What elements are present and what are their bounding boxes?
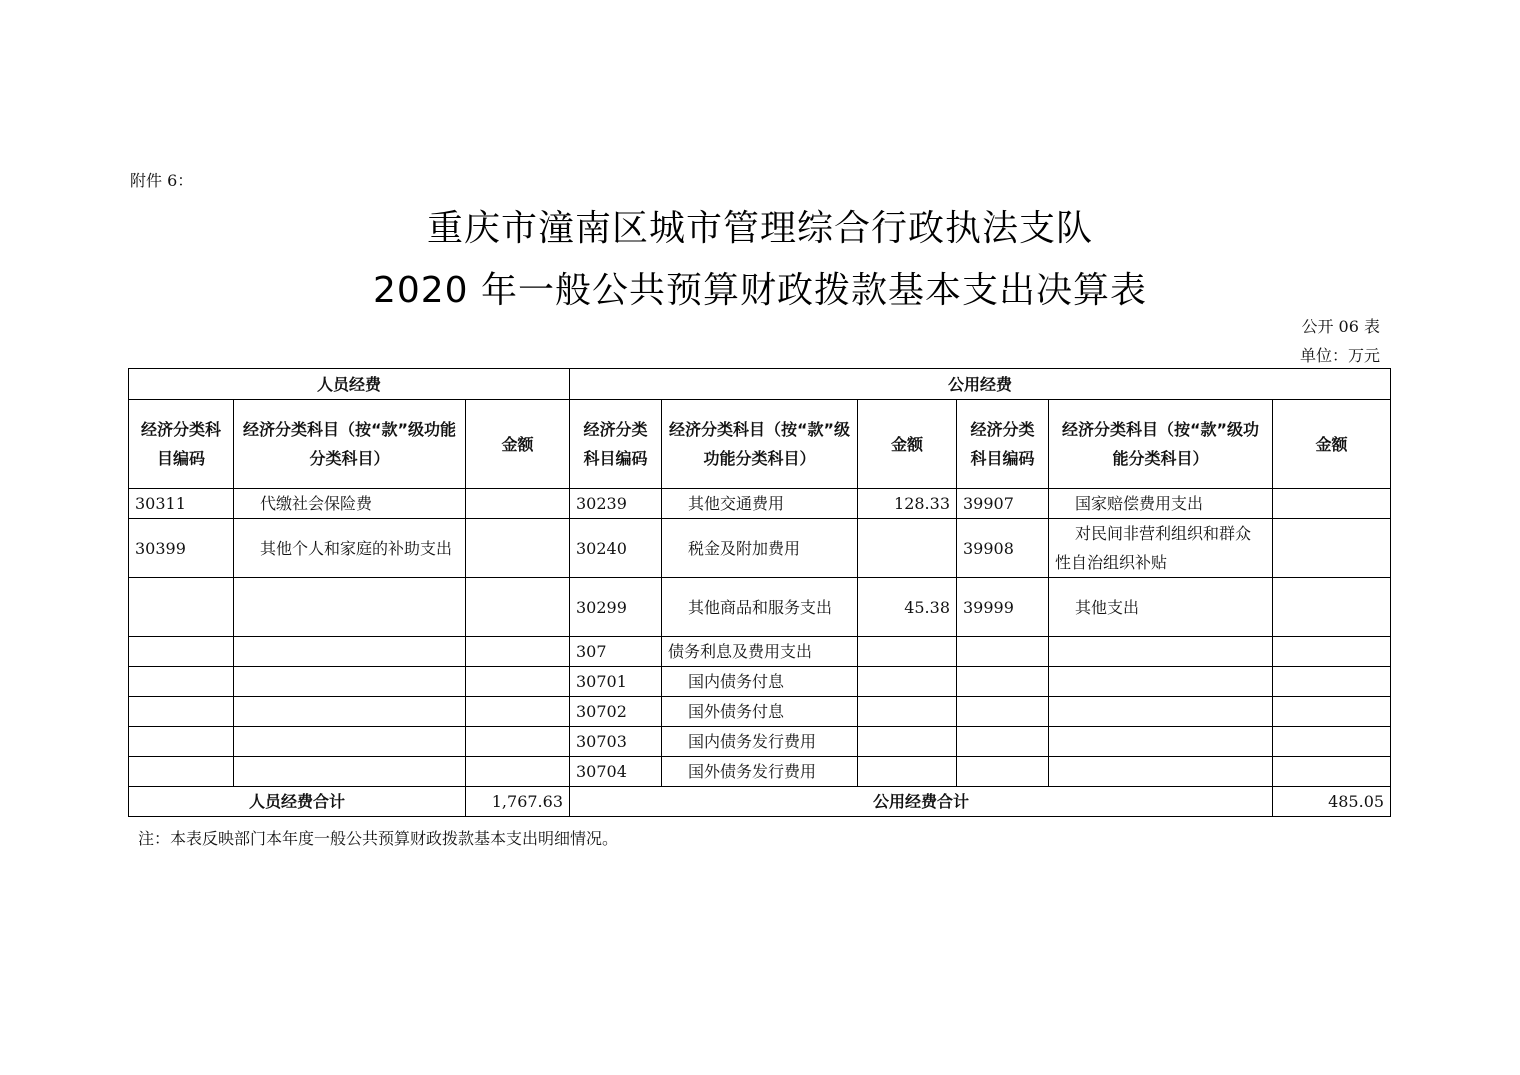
cell-amount [466, 727, 570, 757]
cell-amount [858, 697, 957, 727]
cell-amount [1273, 727, 1391, 757]
cell-amount [466, 637, 570, 667]
cell-amount [858, 519, 957, 578]
cell-code [129, 727, 234, 757]
cell-name: 对民间非营利组织和群众性自治组织补贴 [1049, 519, 1273, 578]
cell-code: 30399 [129, 519, 234, 578]
cell-code [957, 757, 1049, 787]
cell-name: 其他交通费用 [662, 489, 858, 519]
cell-name: 其他支出 [1049, 578, 1273, 637]
cell-code [129, 637, 234, 667]
col-name-c: 经济分类科目（按“款”级功能分类科目） [1049, 400, 1273, 489]
cell-code: 39908 [957, 519, 1049, 578]
table-row [129, 727, 1391, 757]
cell-code: 30702 [570, 697, 662, 727]
col-code-b: 经济分类科目编码 [570, 400, 662, 489]
cell-amount [858, 637, 957, 667]
column-header-row [129, 400, 1391, 489]
cell-amount [466, 519, 570, 578]
table-row [129, 489, 1391, 519]
cell-amount [858, 727, 957, 757]
cell-code: 30701 [570, 667, 662, 697]
total-personnel-label: 人员经费合计 [129, 787, 466, 817]
cell-amount [466, 757, 570, 787]
cell-name: 国内债务付息 [662, 667, 858, 697]
cell-name: 代缴社会保险费 [234, 489, 466, 519]
table-note: 注：本表反映部门本年度一般公共预算财政拨款基本支出明细情况。 [138, 829, 619, 848]
col-code-c: 经济分类科目编码 [957, 400, 1049, 489]
total-public-label: 公用经费合计 [570, 787, 1273, 817]
cell-amount [466, 578, 570, 637]
cell-amount [1273, 637, 1391, 667]
cell-code [129, 667, 234, 697]
budget-table [128, 368, 1391, 817]
cell-name [1049, 727, 1273, 757]
cell-code [957, 727, 1049, 757]
cell-name: 国外债务付息 [662, 697, 858, 727]
cell-code [129, 578, 234, 637]
cell-name [1049, 697, 1273, 727]
table-row [129, 578, 1391, 637]
cell-amount [858, 757, 957, 787]
table-row [129, 697, 1391, 727]
table-row [129, 519, 1391, 578]
page-title-line2: 2020 年一般公共预算财政拨款基本支出决算表 [372, 270, 1148, 311]
col-name-b: 经济分类科目（按“款”级功能分类科目） [662, 400, 858, 489]
page-title-line1: 重庆市潼南区城市管理综合行政执法支队 [426, 208, 1093, 249]
col-name-a: 经济分类科目（按“款”级功能分类科目） [234, 400, 466, 489]
table-row [129, 667, 1391, 697]
cell-amount [1273, 519, 1391, 578]
cell-code [129, 757, 234, 787]
cell-code: 30704 [570, 757, 662, 787]
section-header-row [129, 369, 1391, 400]
cell-name: 其他个人和家庭的补助支出 [234, 519, 466, 578]
cell-name: 国外债务发行费用 [662, 757, 858, 787]
col-amount-a: 金额 [466, 400, 570, 489]
cell-code: 30703 [570, 727, 662, 757]
cell-code [129, 697, 234, 727]
cell-amount [858, 667, 957, 697]
cell-name [234, 667, 466, 697]
col-amount-b: 金额 [858, 400, 957, 489]
attachment-label: 附件 6： [130, 171, 194, 190]
cell-name [234, 757, 466, 787]
cell-name: 债务利息及费用支出 [662, 637, 858, 667]
cell-name [1049, 757, 1273, 787]
cell-name [234, 697, 466, 727]
table-number: 公开 06 表 [1301, 317, 1380, 336]
cell-amount [1273, 578, 1391, 637]
cell-code: 307 [570, 637, 662, 667]
cell-code: 39999 [957, 578, 1049, 637]
section-public: 公用经费 [570, 369, 1391, 400]
section-personnel: 人员经费 [129, 369, 570, 400]
cell-amount [466, 667, 570, 697]
cell-name [234, 727, 466, 757]
cell-name [234, 637, 466, 667]
col-code-a: 经济分类科目编码 [129, 400, 234, 489]
table-row [129, 637, 1391, 667]
cell-code [957, 667, 1049, 697]
cell-code: 30299 [570, 578, 662, 637]
cell-code: 30311 [129, 489, 234, 519]
cell-amount [1273, 697, 1391, 727]
cell-amount [466, 697, 570, 727]
cell-code: 30240 [570, 519, 662, 578]
cell-amount: 45.38 [858, 578, 957, 637]
cell-name: 国内债务发行费用 [662, 727, 858, 757]
cell-code [957, 637, 1049, 667]
cell-name [234, 578, 466, 637]
unit-label: 单位：万元 [1299, 346, 1380, 365]
cell-name [1049, 637, 1273, 667]
totals-row [129, 787, 1391, 817]
cell-code [957, 697, 1049, 727]
cell-amount [1273, 667, 1391, 697]
cell-name: 其他商品和服务支出 [662, 578, 858, 637]
table-row [129, 757, 1391, 787]
cell-amount: 128.33 [858, 489, 957, 519]
cell-code: 30239 [570, 489, 662, 519]
cell-amount [1273, 489, 1391, 519]
cell-name: 国家赔偿费用支出 [1049, 489, 1273, 519]
cell-name: 税金及附加费用 [662, 519, 858, 578]
cell-amount [466, 489, 570, 519]
cell-name [1049, 667, 1273, 697]
col-amount-c: 金额 [1273, 400, 1391, 489]
cell-code: 39907 [957, 489, 1049, 519]
cell-amount [1273, 757, 1391, 787]
total-personnel-value: 1,767.63 [466, 787, 570, 817]
total-public-value: 485.05 [1273, 787, 1391, 817]
